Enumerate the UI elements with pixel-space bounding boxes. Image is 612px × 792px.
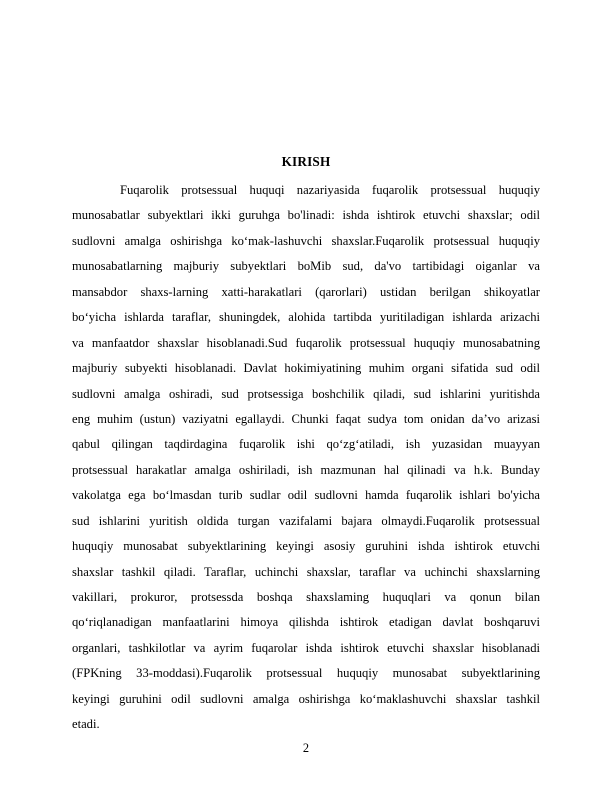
text-line: eng muhim (ustun) vaziyatni egallaydi. Chunki faqat sudya tom onidan da’vo arizasi: [72, 411, 540, 426]
text-line: munosabatlar subyektlari ikki guruhga bo'linadi: ishda ishtirok etuvchi shaxslar; odil: [72, 208, 540, 223]
text-line: qabul qilingan taqdirdagina fuqarolik ishi qoʻzgʻatiladi, ish yuzasidan muayyan: [72, 437, 540, 452]
text-line: shaxslar tashkil qiladi. Taraflar, uchinchi shaxslar, taraflar va uchinchi shaxslarning: [72, 564, 540, 579]
page-title: KIRISH: [281, 154, 331, 169]
text-line: munosabatlarning majburiy subyektlari boMib sud, da'vo tartibidagi oiganlar va: [72, 259, 540, 274]
text-line: (FPKning 33-moddasi).Fuqarolik protsessual huquqiy munosabat subyektlarining: [72, 666, 540, 681]
text-line: vakolatga ega boʻlmasdan turib sudlar odil sudlovni hamda fuqarolik ishlari bo'yicha: [72, 488, 540, 503]
text-line: organlari, tashkilotlar va ayrim fuqarolar ishda ishtirok etuvchi shaxslar hisoblanadi: [72, 640, 540, 655]
text-line: qoʻriqlanadigan manfaatlarini himoya qilishda ishtirok etadigan davlat boshqaruvi: [72, 615, 540, 630]
text-line: boʻyicha ishlarda taraflar, shuningdek, alohida tartibda yuritiladigan ishlarda arizachi: [72, 310, 540, 325]
text-line: huquqiy munosabat subyektlarining keyingi asosiy guruhini ishda ishtirok etuvchi: [72, 539, 540, 554]
text-line: protsessual harakatlar amalga oshiriladi, ish mazmunan hal qilinadi va h.k. Bunday: [72, 462, 540, 477]
text-line: sudlovni amalga oshiradi, sud protsessiga boshchilik qiladi, sud ishlarini yuritishda: [72, 386, 540, 401]
text-line: va manfaatdor shaxslar hisoblanadi.Sud fuqarolik protsessual huquqiy munosabatning: [72, 335, 540, 350]
text-line: sudlovni amalga oshirishga koʻmak-lashuvchi shaxslar.Fuqarolik protsessual huquqiy: [72, 233, 540, 248]
body-text-block: [72, 178, 540, 738]
text-line: majburiy subyekti hisoblanadi. Davlat hokimiyatining muhim organi sifatida sud odil: [72, 361, 540, 376]
text-line: keyingi guruhini odil sudlovni amalga oshirishga koʻmaklashuvchi shaxslar tashkil: [72, 691, 540, 706]
text-line: sud ishlarini yuritish oldida turgan vazifalami bajara olmaydi.Fuqarolik protsessual: [72, 513, 540, 528]
text-line: etadi.: [72, 717, 100, 732]
text-line: mansabdor shaxs-larning xatti-harakatlari (qarorlari) ustidan berilgan shikoyatlar: [72, 284, 540, 299]
text-line: vakillari, prokuror, protsessda boshqa shaxslaming huquqlari va qonun bilan: [72, 590, 540, 604]
page-number: 2: [302, 741, 310, 755]
text-line: Fuqarolik protsessual huquqi nazariyasida fuqarolik protsessual huquqiy: [120, 183, 540, 197]
